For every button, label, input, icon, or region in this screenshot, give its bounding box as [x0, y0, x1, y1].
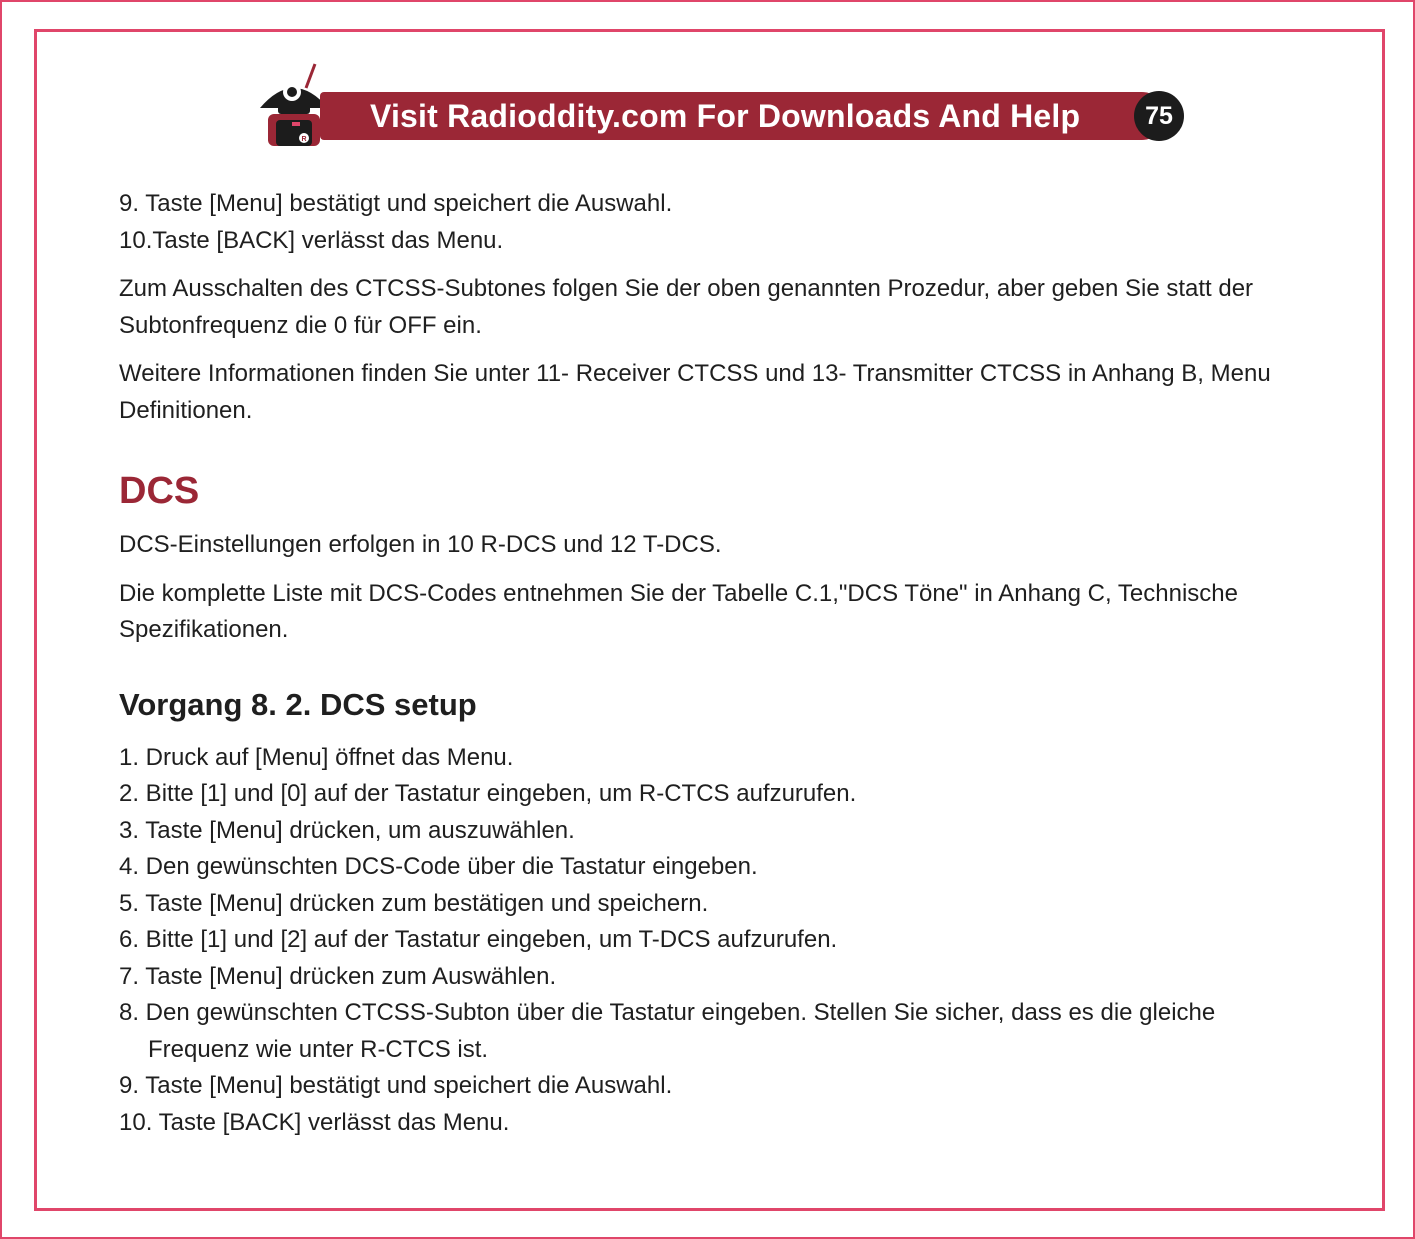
list-item: 1. Druck auf [Menu] öffnet das Menu.: [119, 743, 514, 771]
list-item: 10. Taste [BACK] verlässt das Menu.: [119, 1108, 510, 1136]
list-item: 8. Den gewünschten CTCSS-Subton über die Tastatur eingeben. Stellen Sie sicher, dass es die gleiche Frequenz wie unter R-CTCS ist.: [119, 999, 1216, 1063]
procedure-heading: Vorgang 8. 2. DCS setup: [119, 686, 477, 722]
section-heading-dcs: DCS: [119, 470, 200, 512]
paragraph: Zum Ausschalten des CTCSS-Subtones folgen Sie der oben genannten Prozedur, aber geben Sie statt der Subtonfrequenz die 0 für OFF ein.: [119, 275, 1254, 339]
intro-steps: [119, 186, 1319, 259]
list-item: 7. Taste [Menu] drücken zum Auswählen.: [119, 962, 557, 990]
list-item: 3. Taste [Menu] drücken, um auszuwählen.: [119, 816, 575, 844]
paragraph: Weitere Informationen finden Sie unter 11- Receiver CTCSS und 13- Transmitter CTCSS in Anhang B, Menu Definitionen.: [119, 360, 1271, 424]
list-item: 2. Bitte [1] und [0] auf der Tastatur eingeben, um R-CTCS aufzurufen.: [119, 780, 857, 807]
procedure-steps: [119, 740, 1319, 1142]
page-number-badge: 75: [1134, 91, 1184, 141]
paragraph: Die komplette Liste mit DCS-Codes entnehmen Sie der Tabelle C.1,"DCS Töne" in Anhang C, Technische Spezifikationen.: [119, 579, 1238, 643]
list-item: 9. Taste [Menu] bestätigt und speichert die Auswahl.: [119, 1072, 673, 1099]
list-item: 9. Taste [Menu] bestätigt und speichert die Auswahl.: [119, 190, 673, 217]
page-content: [119, 186, 1319, 1141]
list-item: 4. Den gewünschten DCS-Code über die Tastatur eingeben.: [119, 853, 758, 880]
list-item: 6. Bitte [1] und [2] auf der Tastatur eingeben, um T-DCS aufzurufen.: [119, 926, 838, 953]
svg-text:R: R: [301, 136, 307, 143]
list-item: 10.Taste [BACK] verlässt das Menu.: [119, 226, 504, 254]
banner-title: Visit Radioddity.com For Downloads And Help: [370, 98, 1081, 134]
paragraph: DCS-Einstellungen erfolgen in 10 R-DCS und 12 T-DCS.: [119, 531, 722, 558]
header-banner: [258, 62, 1188, 152]
list-item: 5. Taste [Menu] drücken zum bestätigen und speichern.: [119, 889, 709, 917]
